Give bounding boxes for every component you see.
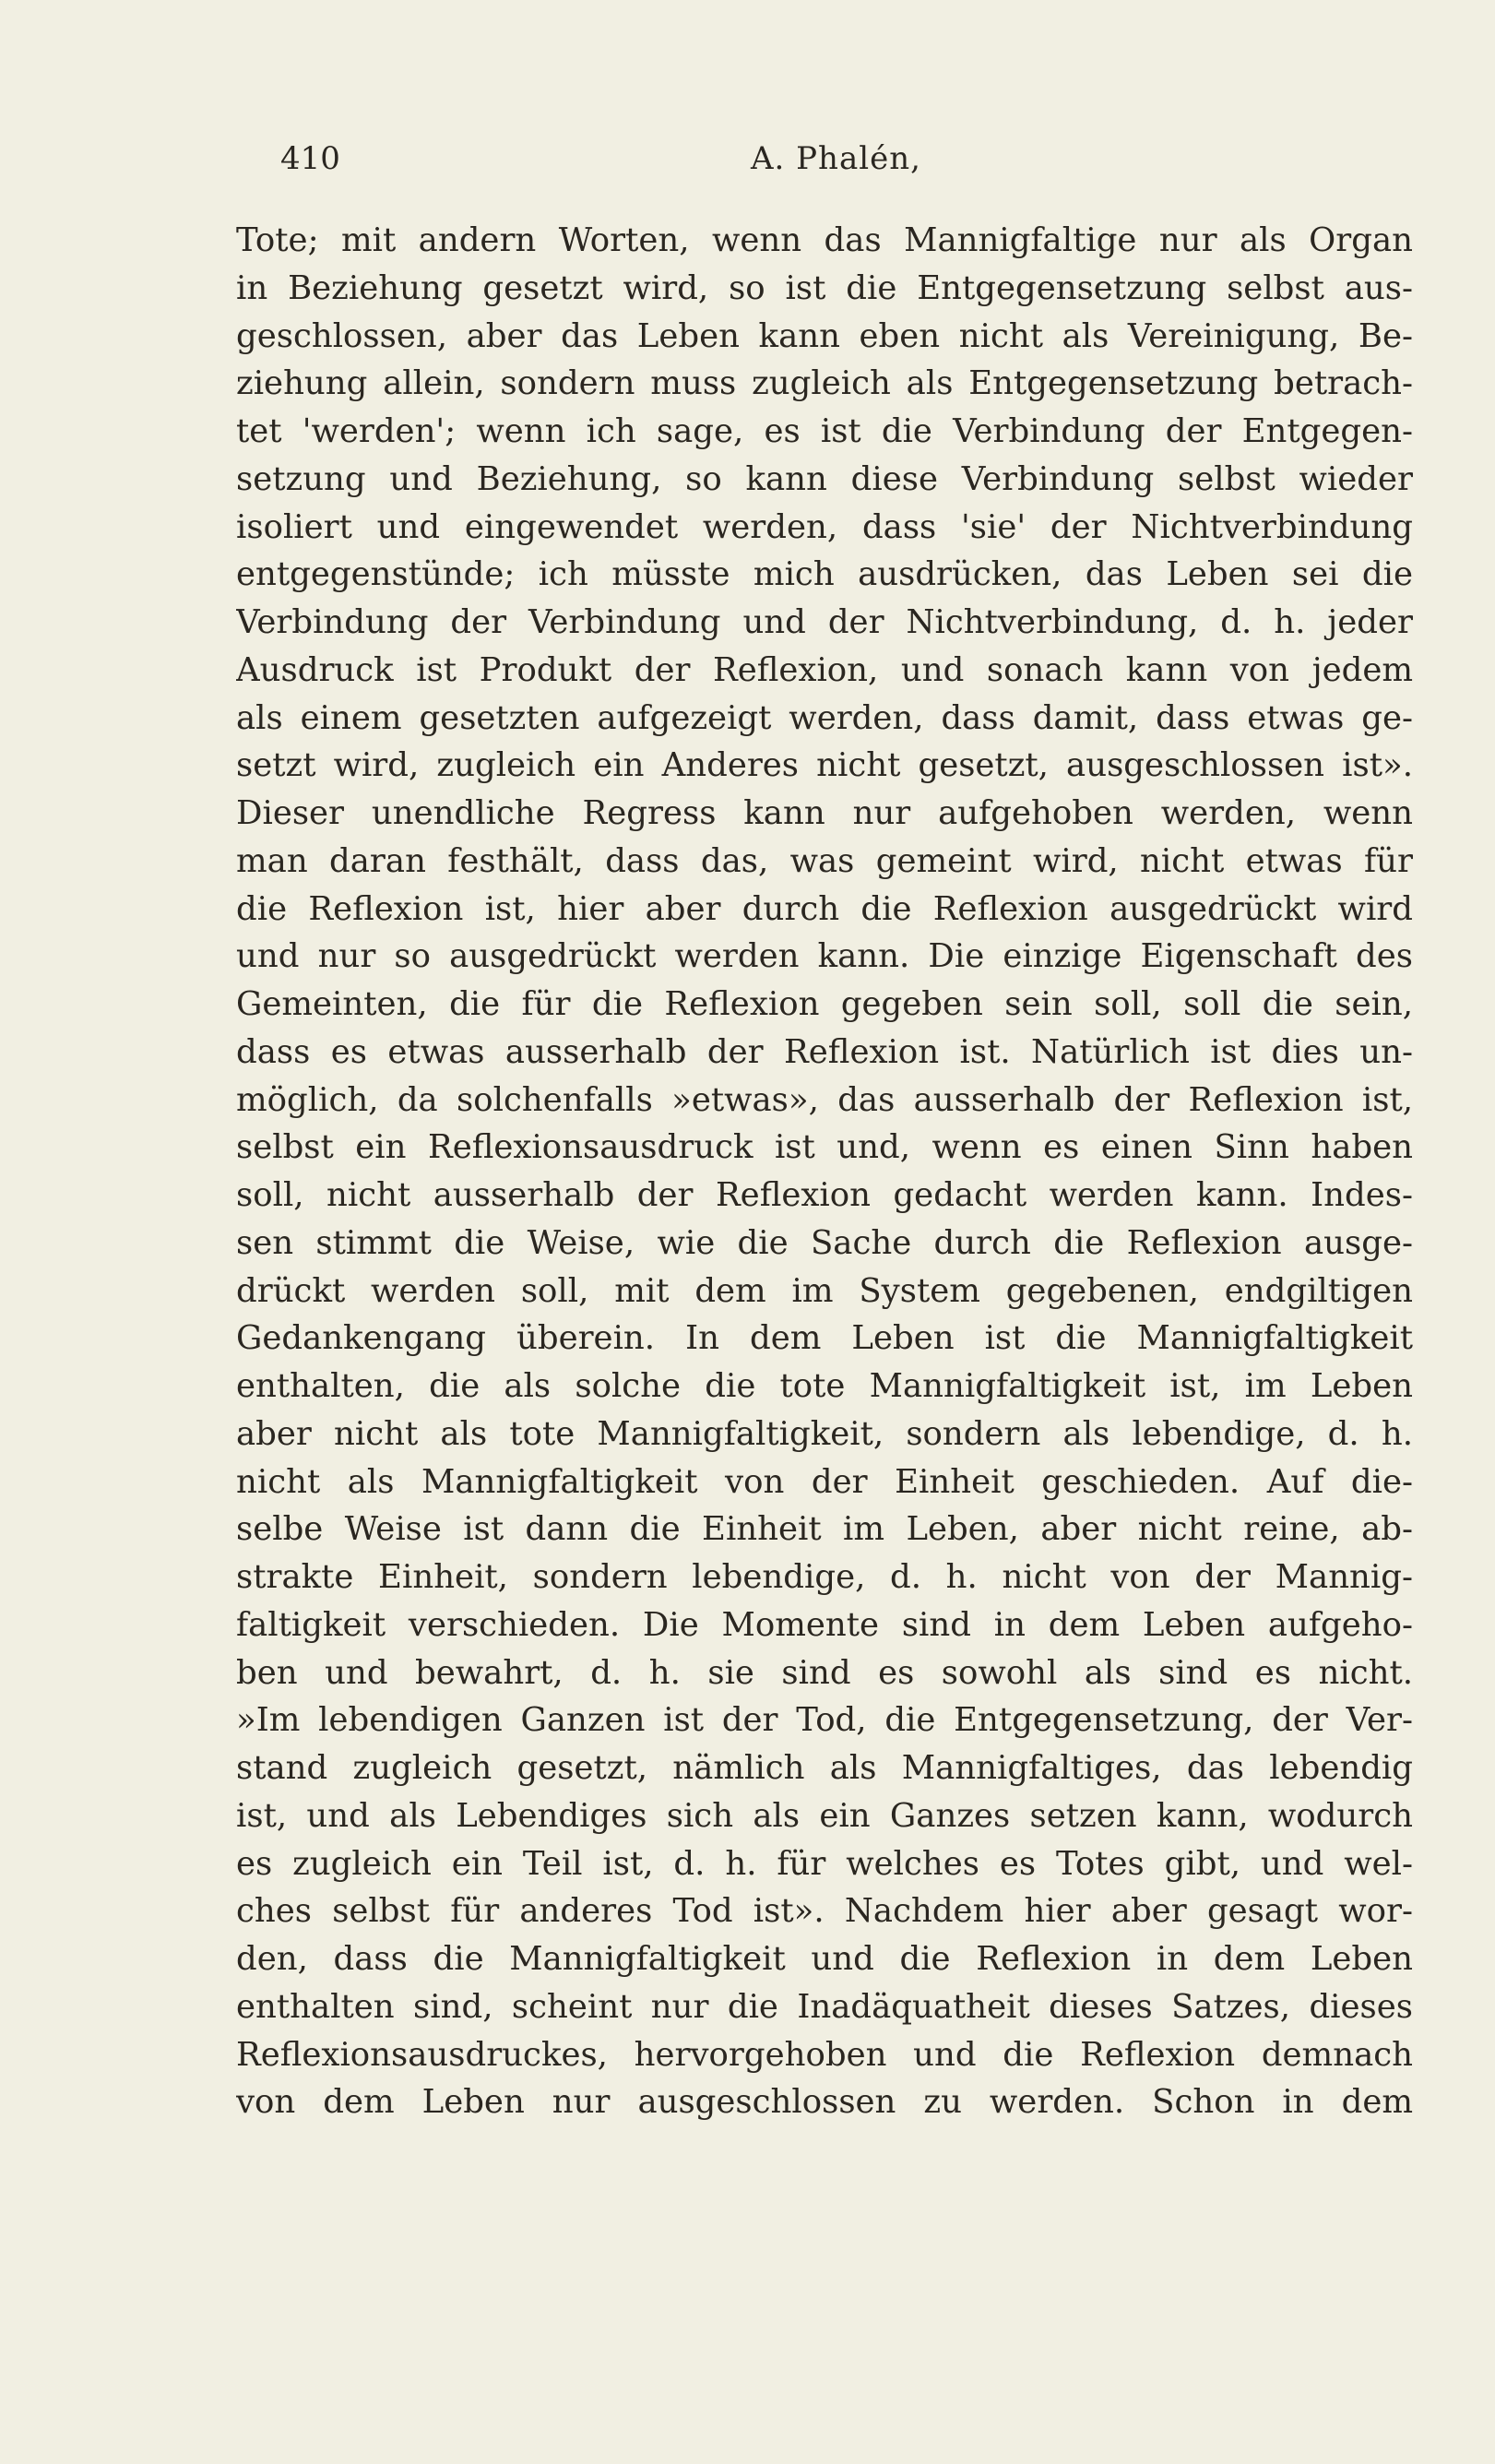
text-line: selbst ein Reflexionsausdruck ist und, wenn es einen Sinn haben xyxy=(236,1128,1413,1167)
text-line: ches selbst für anderes Tod ist». Nachdem hier aber gesagt wor- xyxy=(236,1892,1413,1931)
text-line: drückt werden soll, mit dem im System gegebenen, endgiltigen xyxy=(236,1271,1413,1310)
text-line: setzung und Beziehung, so kann diese Verbindung selbst wieder xyxy=(236,459,1413,498)
text-line: entgegenstünde; ich müsste mich ausdrücken, das Leben sei die xyxy=(236,555,1413,594)
text-line: Ausdruck ist Produkt der Reflexion, und sonach kann von jedem xyxy=(236,650,1413,689)
text-line: dass es etwas ausserhalb der Reflexion ist. Natürlich ist dies un- xyxy=(236,1032,1413,1071)
text-line: man daran festhält, dass das, was gemeint wird, nicht etwas für xyxy=(236,841,1413,880)
text-line: Reflexionsausdruckes, hervorgehoben und die Reflexion demnach xyxy=(236,2035,1413,2074)
text-line: tet 'werden'; wenn ich sage, es ist die Verbindung der Entgegen- xyxy=(236,412,1413,450)
text-line: setzt wird, zugleich ein Anderes nicht gesetzt, ausgeschlossen ist». xyxy=(236,746,1413,785)
page-number: 410 xyxy=(280,140,340,177)
text-line: Dieser unendliche Regress kann nur aufgehoben werden, wenn xyxy=(236,794,1413,832)
text-line: nicht als Mannigfaltigkeit von der Einheit geschieden. Auf die- xyxy=(236,1462,1413,1501)
text-line: »Im lebendigen Ganzen ist der Tod, die Entgegensetzung, der Ver- xyxy=(236,1701,1413,1740)
text-line: sen stimmt die Weise, wie die Sache durch die Reflexion ausge- xyxy=(236,1223,1413,1262)
text-line: enthalten, die als solche die tote Mannigfaltigkeit ist, im Leben xyxy=(236,1367,1413,1405)
text-line: und nur so ausgedrückt werden kann. Die einzige Eigenschaft des xyxy=(236,937,1413,976)
page-header xyxy=(280,137,1313,181)
text-line: aber nicht als tote Mannigfaltigkeit, sondern als lebendige, d. h. xyxy=(236,1414,1413,1453)
text-line: als einem gesetzten aufgezeigt werden, dass damit, dass etwas ge- xyxy=(236,698,1413,737)
text-line: möglich, da solchenfalls »etwas», das ausserhalb der Reflexion ist, xyxy=(236,1080,1413,1119)
text-line: stand zugleich gesetzt, nämlich als Mannigfaltiges, das lebendig xyxy=(236,1749,1413,1787)
text-line: den, dass die Mannigfaltigkeit und die Reflexion in dem Leben xyxy=(236,1940,1413,1978)
text-line: von dem Leben nur ausgeschlossen zu werden. Schon in dem xyxy=(236,2083,1413,2122)
text-line: Gemeinten, die für die Reflexion gegeben sein soll, soll die sein, xyxy=(236,985,1413,1023)
text-line: Tote; mit andern Worten, wenn das Mannigfaltige nur als Organ xyxy=(236,221,1413,259)
text-line: die Reflexion ist, hier aber durch die Reflexion ausgedrückt wird xyxy=(236,889,1413,928)
text-line: isoliert und eingewendet werden, dass 'sie' der Nichtverbindung xyxy=(236,507,1413,546)
text-line: ist, und als Lebendiges sich als ein Ganzes setzen kann, wodurch xyxy=(236,1796,1413,1835)
text-line: geschlossen, aber das Leben kann eben nicht als Vereinigung, Be- xyxy=(236,316,1413,355)
running-head: A. Phalén, xyxy=(751,140,921,177)
text-line: selbe Weise ist dann die Einheit im Leben, aber nicht reine, ab- xyxy=(236,1510,1413,1549)
text-line: es zugleich ein Teil ist, d. h. für welches es Totes gibt, und wel- xyxy=(236,1844,1413,1883)
text-line: soll, nicht ausserhalb der Reflexion gedacht werden kann. Indes- xyxy=(236,1176,1413,1214)
text-line: ben und bewahrt, d. h. sie sind es sowohl als sind es nicht. xyxy=(236,1653,1413,1692)
text-line: faltigkeit verschieden. Die Momente sind in dem Leben aufgeho- xyxy=(236,1605,1413,1644)
text-line: Gedankengang überein. In dem Leben ist die Mannigfaltigkeit xyxy=(236,1319,1413,1358)
text-line: ziehung allein, sondern muss zugleich als Entgegensetzung betrach- xyxy=(236,364,1413,403)
text-line: in Beziehung gesetzt wird, so ist die Entgegensetzung selbst aus- xyxy=(236,268,1413,307)
text-line: Verbindung der Verbindung und der Nichtverbindung, d. h. jeder xyxy=(236,603,1413,641)
text-line: strakte Einheit, sondern lebendige, d. h. nicht von der Mannig- xyxy=(236,1558,1413,1596)
text-line: enthalten sind, scheint nur die Inadäquatheit dieses Satzes, dieses xyxy=(236,1987,1413,2026)
body-text xyxy=(236,217,1413,2126)
